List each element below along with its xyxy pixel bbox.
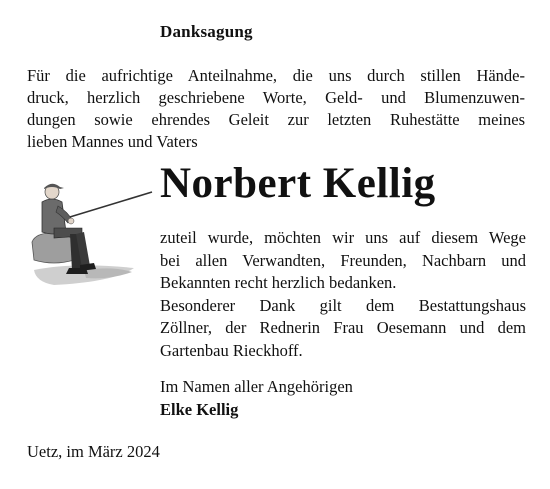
closing-line: Im Namen aller Angehörigen [160, 377, 353, 396]
intro-line: druck, herzlich geschriebene Worte, Geld- und Blumenzuwen- [27, 88, 525, 107]
intro-paragraph [27, 65, 525, 153]
body-line: Zöllner, der Rednerin Frau Oesemann und dem [160, 318, 526, 337]
intro-line: lieben Mannes und Vaters [27, 132, 198, 151]
signer-name: Elke Kellig [160, 399, 239, 419]
intro-line: dungen sowie ehrendes Geleit zur letzten Ruhestätte meines [27, 110, 525, 129]
signature-block [160, 376, 353, 421]
body-line: Bekannten recht herzlich bedanken. [160, 273, 397, 292]
body-line: bei allen Verwandten, Freunden, Nachbarn und [160, 250, 526, 270]
angler-fishing-icon [14, 170, 154, 290]
intro-line: Für die aufrichtige Anteilnahme, die uns durch stillen Hände- [27, 66, 525, 85]
place-date: Uetz, im März 2024 [27, 442, 160, 461]
thanks-paragraph [160, 227, 526, 362]
notice-heading: Danksagung [160, 22, 253, 41]
deceased-name: Norbert Kellig [160, 160, 436, 207]
body-line: zuteil wurde, möchten wir uns auf diesem Wege [160, 228, 526, 247]
body-line: Gartenbau Rieckhoff. [160, 340, 303, 360]
body-line: Besonderer Dank gilt dem Bestattungshaus [160, 295, 526, 315]
